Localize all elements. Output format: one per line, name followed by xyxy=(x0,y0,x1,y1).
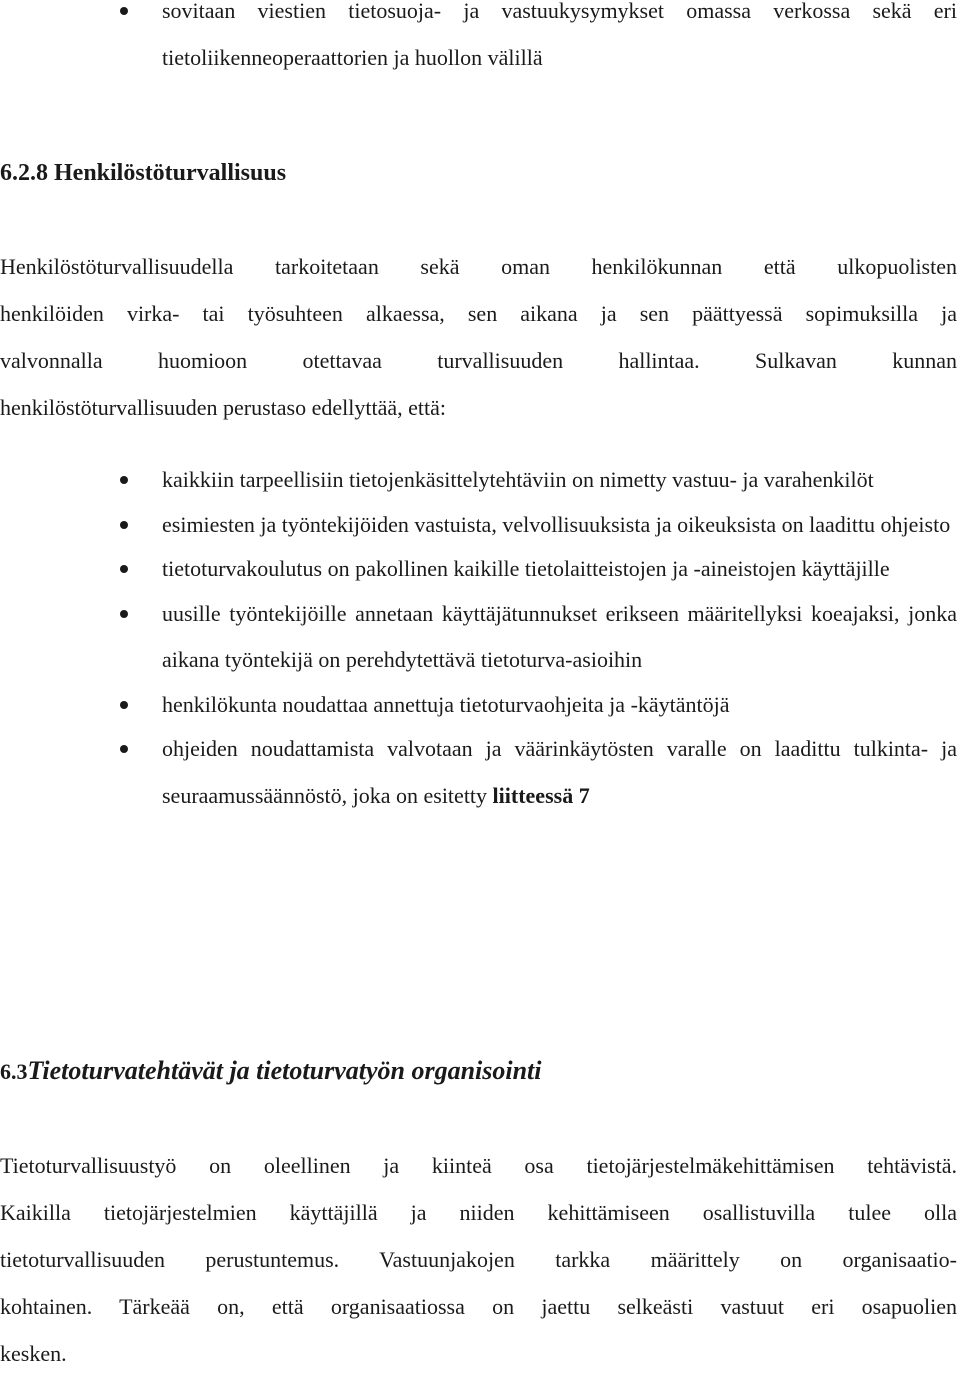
list-item-text: esimiesten ja työntekijöiden vastuista, velvollisuuksista ja oikeuksista on laadittu ohjeisto xyxy=(162,511,951,537)
paragraph-line: henkilöstöturvallisuuden perustaso edellyttää, että: xyxy=(0,395,446,420)
paragraph-line: tietoturvallisuuden perustuntemus. Vastuunjakojen tarkka määrittely on organisaatio- xyxy=(0,1247,957,1272)
list-item-text: tietoturvakoulutus on pakollinen kaikille tietolaitteistojen ja -aineistojen käyttäjille xyxy=(162,556,890,581)
bullet-icon xyxy=(120,521,128,529)
list-item xyxy=(0,591,960,684)
section-heading-63 xyxy=(0,1056,542,1086)
section-heading-628: 6.2.8 Henkilöstöturvallisuus xyxy=(0,160,287,186)
list-item-text xyxy=(162,726,957,819)
list-item xyxy=(0,546,960,593)
list-item xyxy=(0,457,960,504)
section-number: 6.3 xyxy=(0,1059,28,1084)
bullet-icon xyxy=(120,565,128,573)
section-628-bullet-list xyxy=(0,459,960,819)
paragraph-line: kesken. xyxy=(0,1341,67,1366)
bullet-icon xyxy=(120,610,128,618)
list-item xyxy=(0,502,960,549)
section-628-paragraph xyxy=(0,243,957,431)
paragraph-line: kohtainen. Tärkeää on, että organisaatiossa on jaettu selkeästi vastuut eri osapuolien xyxy=(0,1294,957,1319)
list-item-text: uusille työntekijöille annetaan käyttäjätunnukset erikseen määritellyksi koeajaksi, jonka aikana työntekijä on perehdytettävä tietoturva-asioihin xyxy=(162,600,957,672)
paragraph-line: henkilöiden virka- tai työsuhteen alkaessa, sen aikana ja sen päättyessä sopimuksilla ja xyxy=(0,301,957,326)
list-item-text: sovitaan viestien tietosuoja- ja vastuukysymykset omassa verkossa sekä eri tietoliikenneoperaattorien ja huollon välillä xyxy=(162,0,957,70)
paragraph-line: Tietoturvallisuustyö on oleellinen ja kiinteä osa tietojärjestelmäkehittämisen tehtävistä. xyxy=(0,1153,957,1178)
list-item-text: henkilökunta noudattaa annettuja tietoturvaohjeita ja -käytäntöjä xyxy=(162,691,730,717)
list-item-text-main: ohjeiden noudattamista valvotaan ja väärinkäytösten varalle on laadittu tulkinta- ja seuraamussäännöstö, joka on esitetty xyxy=(162,736,957,808)
list-item xyxy=(0,726,960,819)
list-item xyxy=(0,682,960,729)
bullet-icon xyxy=(120,701,128,709)
bullet-icon xyxy=(120,745,128,753)
bullet-icon xyxy=(120,7,128,15)
list-item xyxy=(0,0,960,81)
appendix-reference: liitteessä 7 xyxy=(492,782,590,808)
bullet-icon xyxy=(120,476,128,484)
section-63-paragraph xyxy=(0,1142,957,1377)
list-item-text: kaikkiin tarpeellisiin tietojenkäsittelytehtäviin on nimetty vastuu- ja varahenkilöt xyxy=(162,467,874,492)
top-bullet-list xyxy=(0,0,960,81)
section-title: Tietoturvatehtävät ja tietoturvatyön organisointi xyxy=(27,1056,542,1085)
paragraph-line: Henkilöstöturvallisuudella tarkoitetaan sekä oman henkilökunnan että ulkopuolisten xyxy=(0,254,957,279)
paragraph-line: valvonnalla huomioon otettavaa turvallisuuden hallintaa. Sulkavan kunnan xyxy=(0,348,957,373)
paragraph-line: Kaikilla tietojärjestelmien käyttäjillä ja niiden kehittämiseen osallistuvilla tulee olla xyxy=(0,1200,957,1225)
